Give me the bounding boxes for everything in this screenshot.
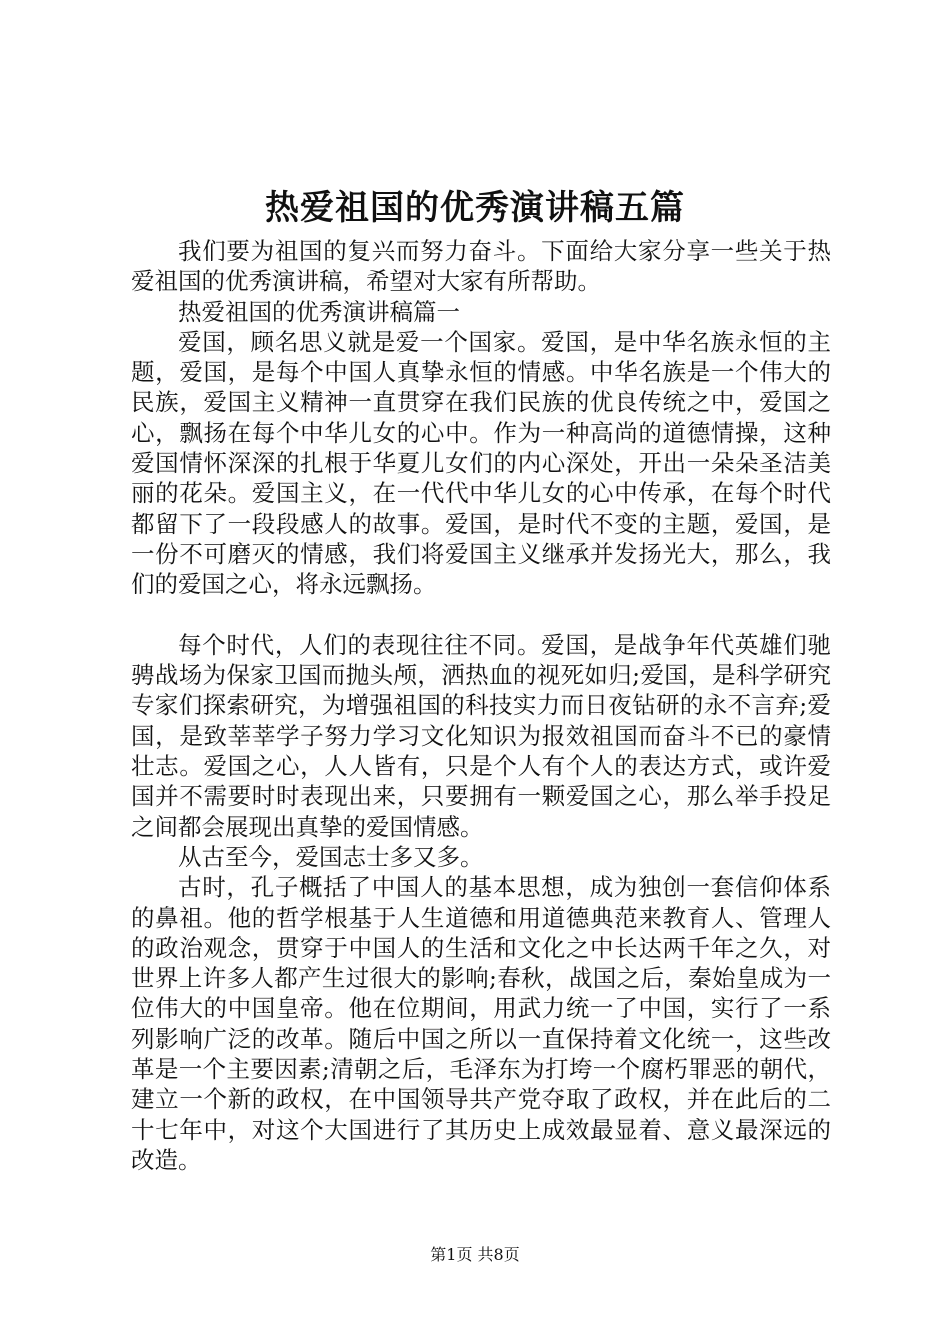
- body-paragraph: 爱国，顾名思义就是爱一个国家。爱国，是中华名族永恒的主题，爱国，是每个中国人真挚永恒的情感。中华名族是一个伟大的民族，爱国主义精神一直贯穿在我们民族的优良传统之中，爱国之心，飘扬在每个中华儿女的心中。作为一种高尚的道德情操，这种爱国情怀深深的扎根于华夏儿女们的内心深处，开出一朵朵圣洁美丽的花朵。爱国主义，在一代代中华儿女的心中传承，在每个时代都留下了一段段感人的故事。爱国，是时代不变的主题，爱国，是一份不可磨灭的情感，我们将爱国主义继承并发扬光大，那么，我们的爱国之心，将永远飘扬。: [131, 327, 831, 599]
- body-paragraph: 从古至今，爱国志士多又多。: [178, 842, 484, 871]
- document-body: [131, 236, 831, 1175]
- body-paragraph: 每个时代，人们的表现往往不同。爱国，是战争年代英雄们驰骋战场为保家卫国而抛头颅，洒热血的视死如归;爱国，是科学研究专家们探索研究，为增强祖国的科技实力而日夜钻研的永不言弃;爱国，是致莘莘学子努力学习文化知识为报效祖国而奋斗不已的豪情壮志。爱国之心，人人皆有，只是个人有个人的表达方式，或许爱国并不需要时时表现出来，只要拥有一颗爱国之心，那么举手投足之间都会展现出真挚的爱国情感。: [131, 630, 831, 841]
- page-footer: 第1页 共8页: [430, 1245, 520, 1264]
- document-title: 热爱祖国的优秀演讲稿五篇: [265, 188, 685, 228]
- paragraph-spacer: [131, 600, 831, 630]
- body-paragraph: 古时，孔子概括了中国人的基本思想，成为独创一套信仰体系的鼻祖。他的哲学根基于人生道德和用道德典范来教育人、管理人的政治观念，贯穿于中国人的生活和文化之中长达两千年之久，对世界上许多人都产生过很大的影响;春秋，战国之后，秦始皇成为一位伟大的中国皇帝。他在位期间，用武力统一了中国，实行了一系列影响广泛的改革。随后中国之所以一直保持着文化统一，这些改革是一个主要因素;清朝之后，毛泽东为打垮一个腐朽罪恶的朝代，建立一个新的政权，在中国领导共产党夺取了政权，并在此后的二十七年中，对这个大国进行了其历史上成效最显着、意义最深远的改造。: [131, 873, 831, 1174]
- section-heading: 热爱祖国的优秀演讲稿篇一: [178, 297, 460, 326]
- intro-paragraph: 我们要为祖国的复兴而努力奋斗。下面给大家分享一些关于热爱祖国的优秀演讲稿，希望对大家有所帮助。: [131, 237, 831, 296]
